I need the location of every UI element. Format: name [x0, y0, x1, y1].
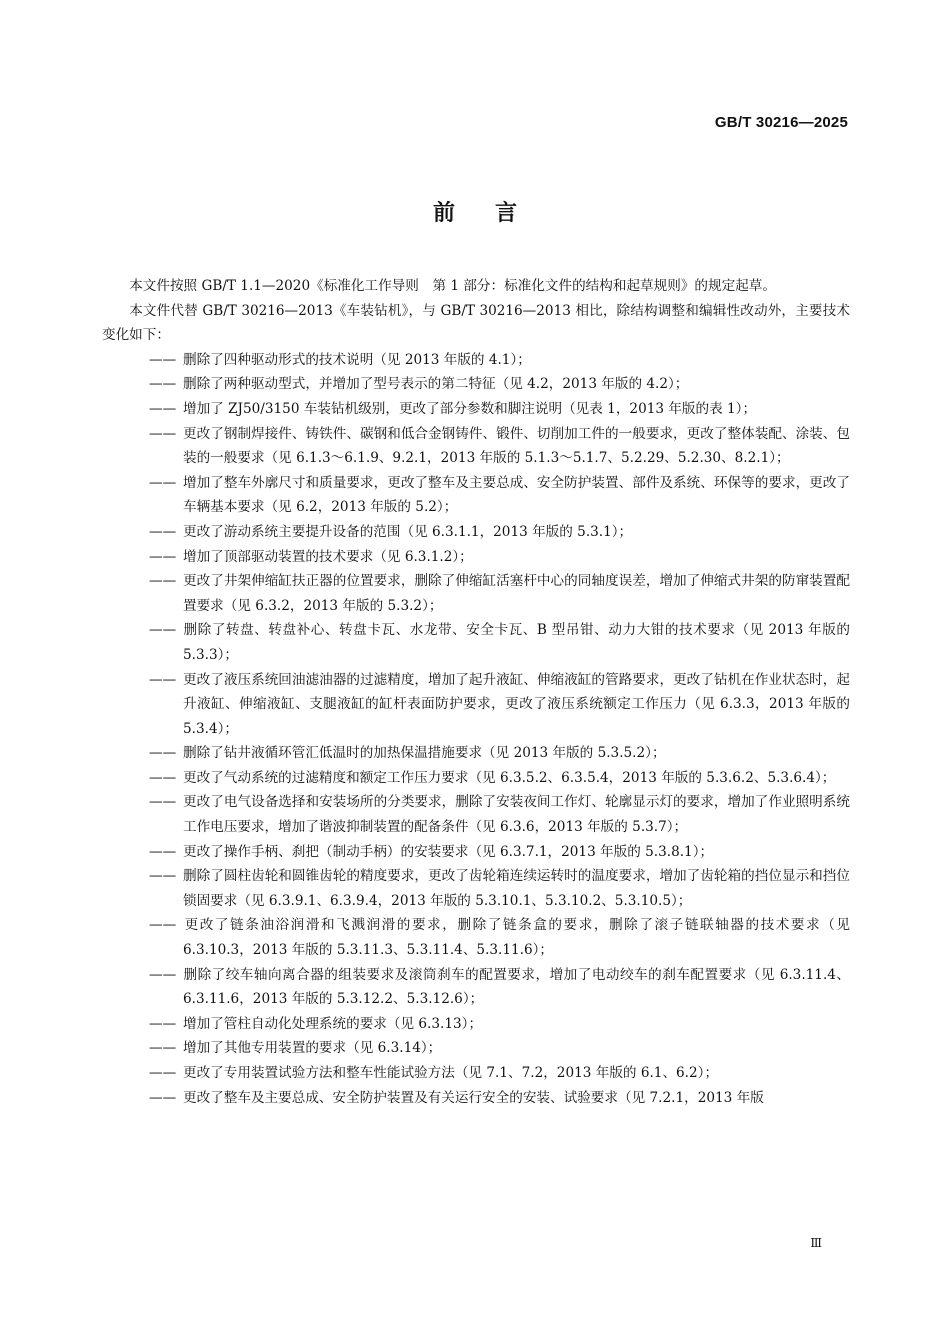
list-dash: —— — [149, 523, 177, 540]
list-item-text: 更改了游动系统主要提升设备的范围（见 6.3.1.1，2013 年版的 5.3.1）； — [183, 523, 633, 540]
list-dash: —— — [149, 622, 177, 639]
list-item-text: 删除了转盘、转盘补心、转盘卡瓦、水龙带、安全卡瓦、B 型吊钳、动力大钳的技术要求（见 2013 年版的 5.3.3）； — [183, 622, 850, 663]
change-list-item — [102, 668, 850, 742]
list-dash: —— — [149, 474, 177, 491]
list-item-text: 更改了气动系统的过滤精度和额定工作压力要求（见 6.3.5.2、6.3.5.4，2013 年版的 5.3.6.2、5.3.6.4）； — [183, 769, 836, 786]
list-dash: —— — [149, 1065, 177, 1081]
change-list-item — [102, 397, 850, 422]
list-dash: —— — [149, 868, 177, 885]
list-item-text: 删除了绞车轴向离合器的组装要求及滚筒刹车的配置要求，增加了电动绞车的刹车配置要求（见 6.3.11.4、6.3.11.6，2013 年版的 5.3.12.2、5.3.12.6）； — [183, 966, 850, 1008]
change-list-item — [102, 1061, 850, 1086]
change-list-item — [102, 963, 850, 1012]
list-item-text: 更改了电气设备选择和安装场所的分类要求，删除了安装夜间工作灯、轮廓显示灯的要求，增加了作业照明系统工作电压要求，增加了谐波抑制装置的配备条件（见 6.3.6，2013 年版的 5.3.7）； — [183, 794, 850, 836]
list-dash: —— — [149, 400, 177, 417]
list-dash: —— — [149, 1015, 177, 1032]
list-dash: —— — [149, 769, 177, 786]
list-item-text: 增加了 ZJ50/3150 车装钻机级别，更改了部分参数和脚注说明（见表 1，2013 年版的表 1）； — [183, 400, 757, 417]
list-item-text: 删除了四种驱动形式的技术说明（见 2013 年版的 4.1）； — [183, 351, 531, 368]
list-dash: —— — [149, 1089, 177, 1106]
change-list-item — [102, 348, 850, 373]
change-list-item — [102, 790, 850, 839]
intro-paragraph: 本文件代替 GB/T 30216—2013《车装钻机》，与 GB/T 30216—2013 相比，除结构调整和编辑性改动外，主要技术变化如下： — [102, 302, 850, 344]
list-dash: —— — [149, 917, 177, 934]
change-list-item — [102, 372, 850, 397]
list-item-text: 更改了液压系统回油滤油器的过滤精度，增加了起升液缸、伸缩液缸的管路要求，更改了钻机在作业状态时，起升液缸、伸缩液缸、支腿液缸的缸杆表面防护要求，更改了液压系统额定工作压力（见 6.3.3，2013 年版的 5.3.4）； — [183, 671, 850, 737]
change-list-item — [102, 545, 850, 570]
list-dash: —— — [149, 376, 177, 393]
list-item-text: 删除了钻井液循环管汇低温时的加热保温措施要求（见 2013 年版的 5.3.5.2）； — [183, 745, 666, 762]
change-list-item — [102, 618, 850, 667]
list-item-text: 增加了顶部驱动装置的技术要求（见 6.3.1.2）； — [183, 548, 473, 565]
change-list-item — [102, 1012, 850, 1037]
list-item-text: 更改了整车及主要总成、安全防护装置及有关运行安全的安装、试验要求（见 7.2.1，2013 年版 — [183, 1089, 764, 1106]
document-body — [102, 274, 850, 1110]
list-item-text: 删除了两种驱动型式，并增加了型号表示的第二特征（见 4.2，2013 年版的 4.2）； — [183, 376, 689, 393]
change-list-item — [102, 741, 850, 766]
change-list — [102, 348, 850, 1110]
list-dash: —— — [149, 425, 177, 442]
list-dash: —— — [149, 843, 177, 860]
standard-code: GB/T 30216—2025 — [714, 114, 848, 131]
list-dash: —— — [149, 548, 177, 565]
list-item-text: 更改了操作手柄、刹把（制动手柄）的安装要求（见 6.3.7.1，2013 年版的 5.3.8.1）； — [183, 843, 714, 860]
change-list-item — [102, 422, 850, 471]
list-item-text: 更改了钢制焊接件、铸铁件、碳钢和低合金钢铸件、锻件、切削加工件的一般要求，更改了整体装配、涂装、包装的一般要求（见 6.1.3～6.1.9、9.2.1，2013 年版的 5.1.3～5.1.7、5.2.29、5.2.30、8.2.1）； — [183, 425, 850, 467]
list-item-text: 更改了专用装置试验方法和整车性能试验方法（见 7.1、7.2，2013 年版的 6.1、6.2）； — [183, 1065, 719, 1081]
change-list-item — [102, 913, 850, 962]
list-item-text: 更改了链条油浴润滑和飞溅润滑的要求，删除了链条盒的要求，删除了滚子链联轴器的技术要求（见 6.3.10.3，2013 年版的 5.3.11.3、5.3.11.4、5.3.11.6）； — [183, 917, 850, 959]
list-item-text: 更改了井架伸缩缸扶正器的位置要求，删除了伸缩缸活塞杆中心的同轴度误差，增加了伸缩式井架的防窜装置配置要求（见 6.3.2，2013 年版的 5.3.2）； — [183, 573, 850, 614]
list-item-text: 增加了整车外廓尺寸和质量要求，更改了整车及主要总成、安全防护装置、部件及系统、环保等的要求，更改了车辆基本要求（见 6.2，2013 年版的 5.2）； — [183, 474, 850, 516]
list-dash: —— — [149, 794, 177, 811]
page-title — [0, 196, 950, 227]
list-item-text: 增加了其他专用装置的要求（见 6.3.14）； — [183, 1040, 442, 1057]
title-text: 前言 — [432, 201, 557, 226]
list-dash: —— — [149, 671, 177, 688]
list-dash: —— — [149, 573, 177, 590]
list-dash: —— — [149, 1040, 177, 1057]
change-list-item — [102, 766, 850, 791]
list-dash: —— — [149, 351, 177, 368]
change-list-item — [102, 840, 850, 865]
change-list-item — [102, 520, 850, 545]
intro-paragraph: 本文件按照 GB/T 1.1—2020《标准化工作导则 第 1 部分：标准化文件的结构和起草规则》的规定起草。 — [129, 278, 776, 294]
change-list-item — [102, 471, 850, 520]
list-dash: —— — [149, 966, 177, 983]
list-item-text: 删除了圆柱齿轮和圆锥齿轮的精度要求，更改了齿轮箱连续运转时的温度要求，增加了齿轮箱的挡位显示和挡位锁固要求（见 6.3.9.1、6.3.9.4，2013 年版的 5.3.10.1、5.3.10.2、5.3.10.5）； — [183, 868, 850, 909]
list-dash: —— — [149, 745, 177, 762]
change-list-item — [102, 1086, 850, 1111]
change-list-item — [102, 864, 850, 913]
change-list-item — [102, 569, 850, 618]
list-item-text: 增加了管柱自动化处理系统的要求（见 6.3.13）； — [183, 1015, 483, 1032]
page-number: Ⅲ — [810, 1236, 822, 1250]
change-list-item — [102, 1036, 850, 1061]
